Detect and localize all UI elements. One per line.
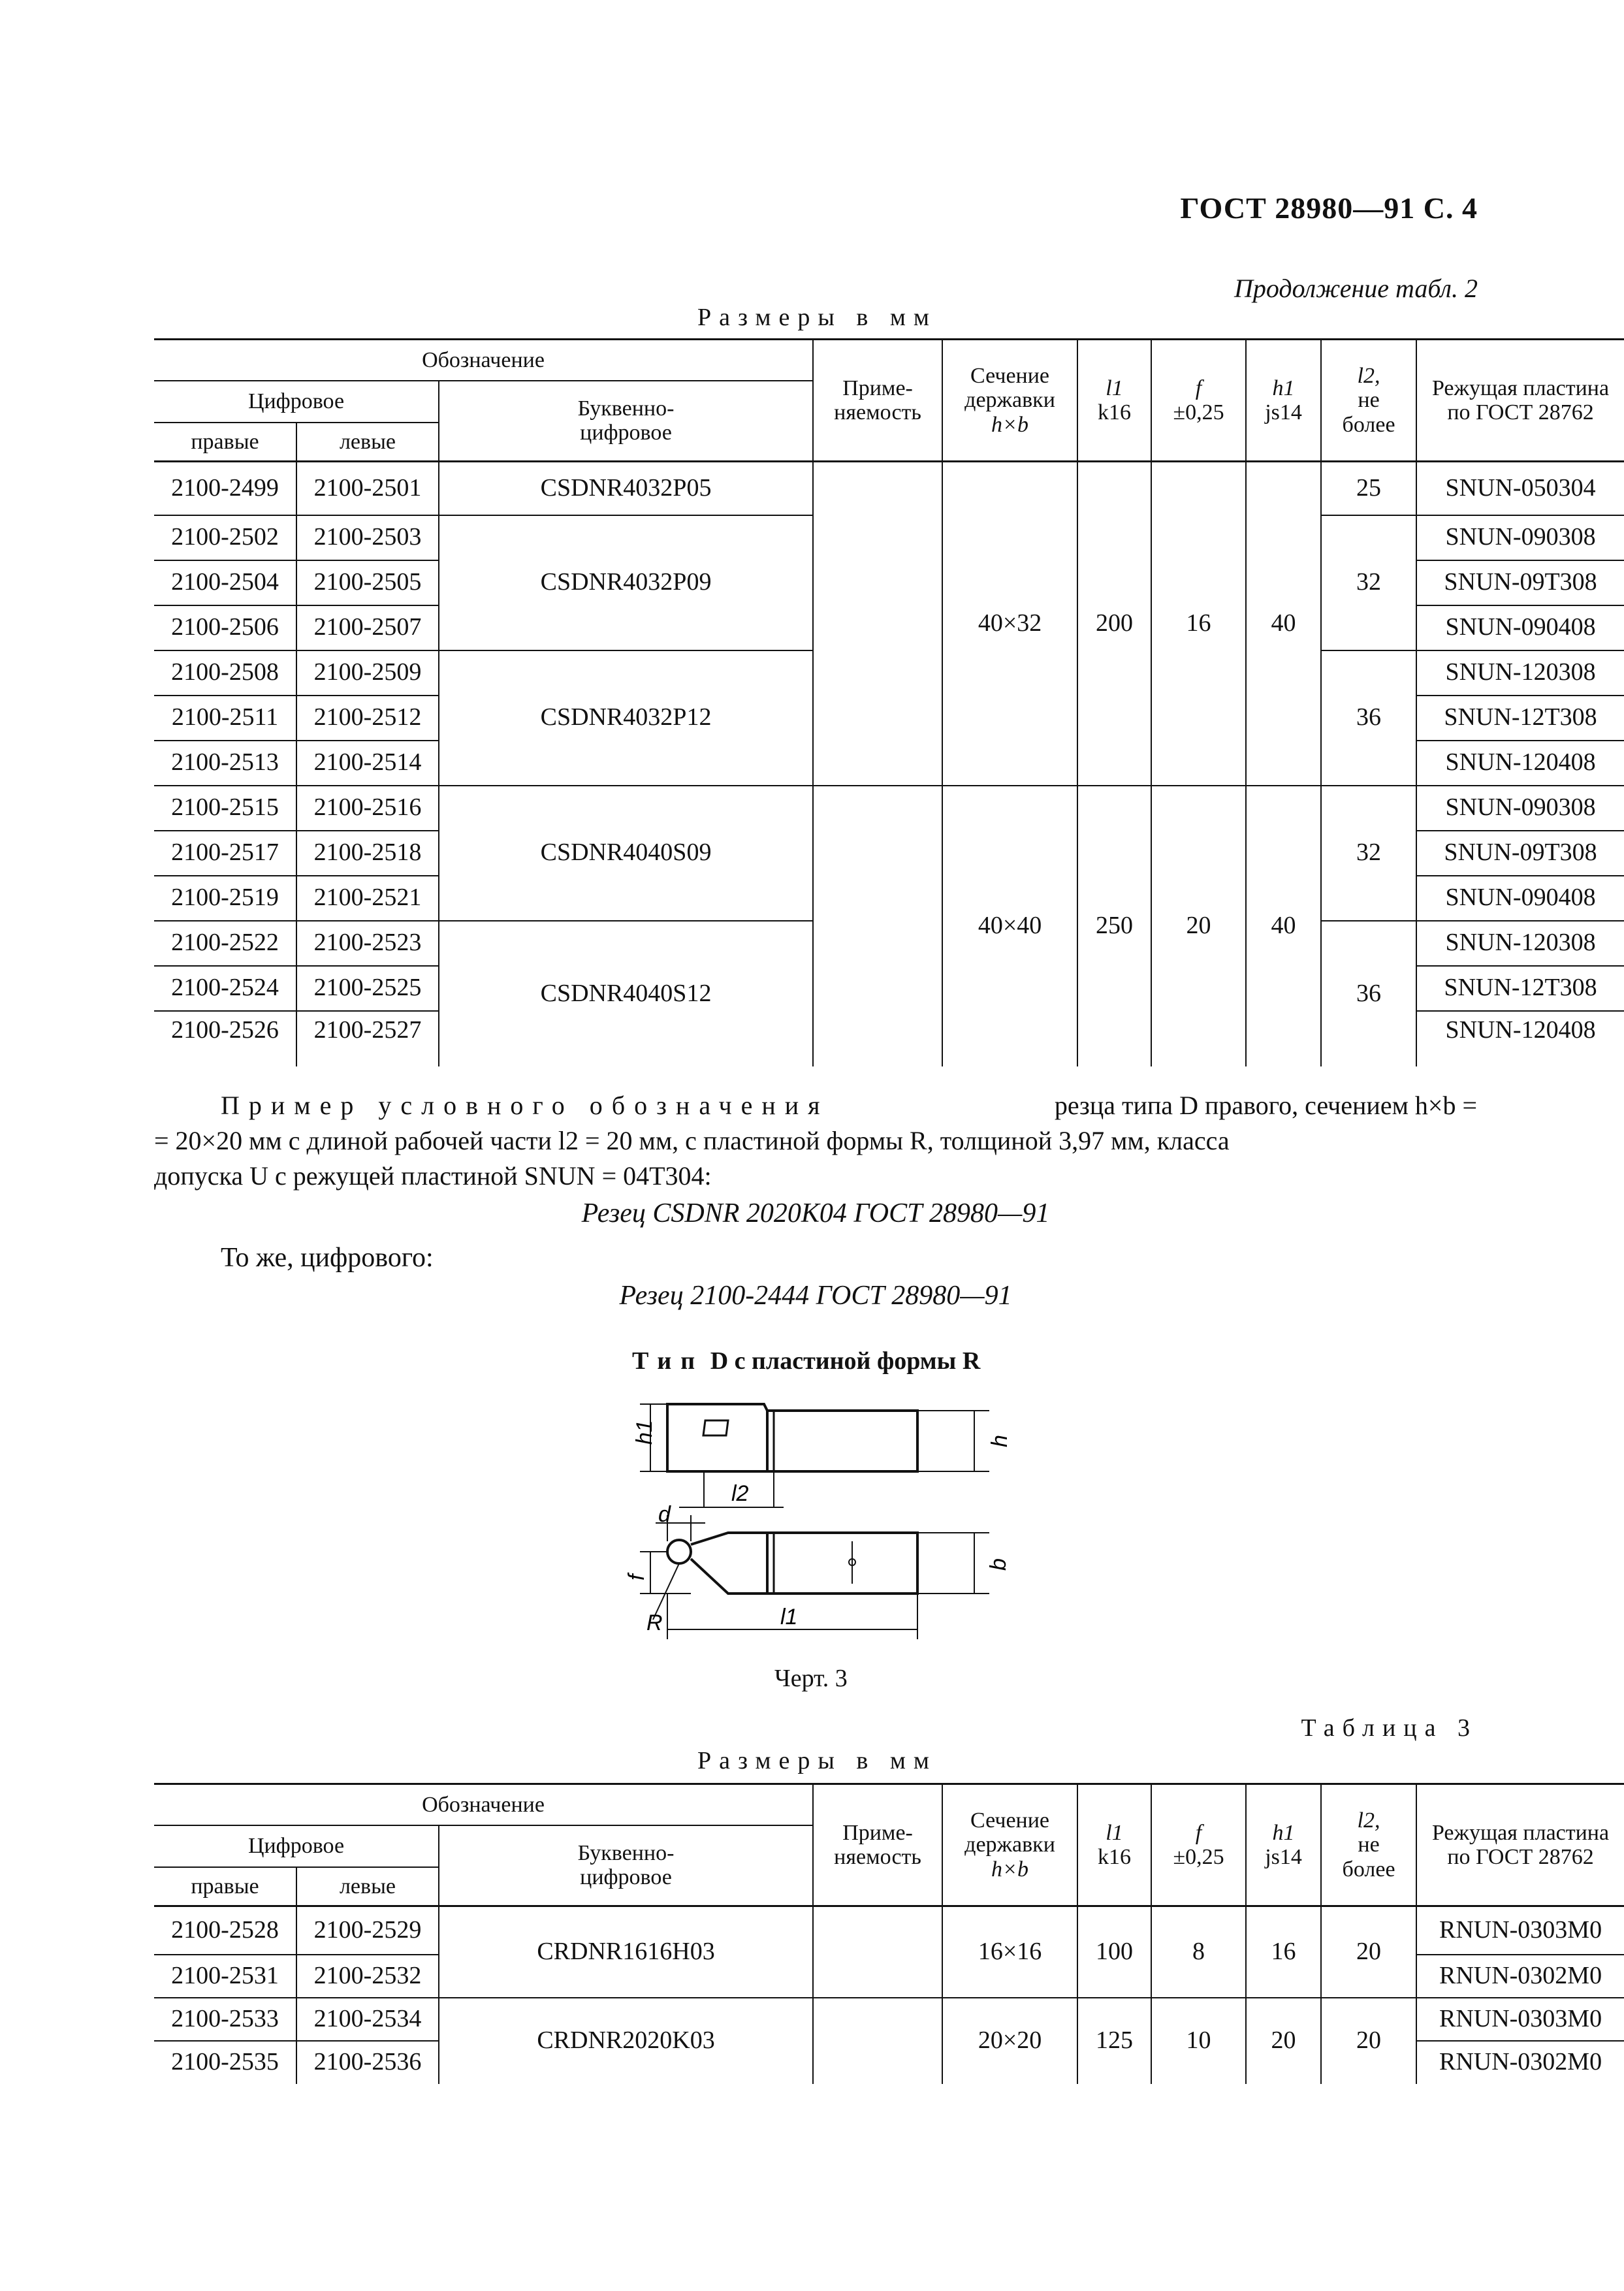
table-cell: 20 [1151,786,1246,1066]
table-cell: 2100-2525 [296,966,439,1011]
table-cell: 100 [1077,1906,1151,1998]
table-cell: SNUN-120308 [1416,921,1624,966]
sizes-note: Размеры в мм [697,304,937,331]
example-designation-1: Резец CSDNR 2020K04 ГОСТ 28980—91 [581,1198,1050,1228]
table-continuation-note: Продолжение табл. 2 [1234,274,1478,303]
table-cell: 2100-2515 [154,786,296,831]
sizes-note-3: Размеры в мм [697,1747,937,1774]
table-cell: 125 [1077,1998,1151,2084]
table-cell: SNUN-12T308 [1416,696,1624,741]
cutter-drawing [624,1385,1032,1672]
label-R: R [646,1610,663,1635]
table-cell: 2100-2512 [296,696,439,741]
table-cell: 2100-2531 [154,1955,296,1998]
table-cell: 2100-2526 [154,1011,296,1066]
table-cell: 2100-2524 [154,966,296,1011]
table-cell: 2100-2507 [296,605,439,650]
table-cell: 2100-2536 [296,2041,439,2084]
table-cell: 2100-2516 [296,786,439,831]
th-digital: Цифровое [154,381,439,423]
table-cell: 2100-2519 [154,876,296,921]
table-cell: 2100-2508 [154,650,296,696]
table-cell: 16 [1246,1906,1321,1998]
example-text-2: = 20×20 мм с длиной рабочей части l2 = 20 мм, с пластиной формы R, толщиной 3,97 мм, класса [154,1126,1230,1155]
table-cell: 2100-2532 [296,1955,439,1998]
th-h1: h1 js14 [1246,340,1321,462]
table-cell: SNUN-090308 [1416,786,1624,831]
table-cell: CSDNR4040S12 [439,921,813,1066]
table-cell: SNUN-09T308 [1416,831,1624,876]
th-right: правые [154,423,296,462]
table-cell: 2100-2514 [296,741,439,786]
table-cell: CSDNR4040S09 [439,786,813,921]
table-cell: 2100-2504 [154,560,296,605]
table-cell: 2100-2499 [154,462,296,515]
th-l1: l1 k16 [1077,340,1151,462]
label-d: d [658,1502,671,1527]
table-cell: RNUN-0302M0 [1416,1955,1624,1998]
th-section: Сечение державки h×b [942,340,1077,462]
table-cell: 20 [1321,1998,1416,2084]
top-view-body [767,1411,917,1471]
table-cell: 2100-2501 [296,462,439,515]
table-3 [154,1783,1624,2084]
table-cell: 2100-2527 [296,1011,439,1066]
table-3-label: Таблица 3 [1301,1714,1478,1742]
th-left: левые [296,1867,439,1906]
th-section: Сечение державки h×b [942,1784,1077,1906]
table-cell: SNUN-050304 [1416,462,1624,515]
table-2 [154,338,1624,1066]
table-cell: 2100-2521 [296,876,439,921]
table-cell: SNUN-12T308 [1416,966,1624,1011]
table-cell: 40 [1246,786,1321,1066]
table-cell: 2100-2518 [296,831,439,876]
table-cell: 20 [1321,1906,1416,1998]
table-cell: SNUN-120308 [1416,650,1624,696]
th-designation: Обозначение [154,1784,813,1825]
example-paragraph [154,1088,1477,1194]
table-cell: 40×40 [942,786,1077,1066]
table-cell: CSDNR4032P09 [439,515,813,650]
th-l1: l1 k16 [1077,1784,1151,1906]
table-cell: 16×16 [942,1906,1077,1998]
insert-circle [667,1540,691,1563]
digital-label: То же, цифрового: [221,1243,434,1273]
table-cell: CRDNR1616H03 [439,1906,813,1998]
table-cell: 200 [1077,462,1151,786]
table-cell: 2100-2503 [296,515,439,560]
table-cell [813,1998,942,2084]
table-cell: 2100-2511 [154,696,296,741]
table-cell: 16 [1151,462,1246,786]
table-cell [813,786,942,1066]
table-cell: RNUN-0303M0 [1416,1998,1624,2041]
table-cell: SNUN-090408 [1416,876,1624,921]
th-insert: Режущая пластина по ГОСТ 28762 [1416,340,1624,462]
table-cell: RNUN-0303M0 [1416,1906,1624,1955]
table-cell: 8 [1151,1906,1246,1998]
th-designation: Обозначение [154,340,813,381]
label-h: h [987,1435,1012,1447]
th-left: левые [296,423,439,462]
top-view-head [667,1404,767,1471]
table-cell: 2100-2505 [296,560,439,605]
label-b: b [986,1558,1011,1571]
table-cell: 2100-2502 [154,515,296,560]
table-cell: 32 [1321,786,1416,921]
th-insert: Режущая пластина по ГОСТ 28762 [1416,1784,1624,1906]
th-alphanumeric: Буквенно- цифровое [439,381,813,462]
table-cell: 250 [1077,786,1151,1066]
table-cell: 20×20 [942,1998,1077,2084]
table-cell: 40 [1246,462,1321,786]
table-cell: 2100-2517 [154,831,296,876]
table-cell: SNUN-120408 [1416,741,1624,786]
table-cell: SNUN-120408 [1445,1016,1596,1044]
table-cell: 36 [1321,921,1416,1066]
label-f: f [624,1574,649,1580]
table-cell: 2100-2509 [296,650,439,696]
table-cell: 20 [1246,1998,1321,2084]
table-cell: RNUN-0302M0 [1439,2048,1602,2076]
example-text-1: резца типа D правого, сечением h×b = [1054,1091,1477,1120]
table-cell: 40×32 [942,462,1077,786]
label-l1: l1 [780,1605,798,1629]
table-cell: CSDNR4032P05 [439,462,813,515]
drawing-title: Тип D с пластиной формы R [632,1347,981,1375]
th-l2: l2, не более [1321,340,1416,462]
table-cell: CSDNR4032P12 [439,650,813,786]
th-f: f ±0,25 [1151,1784,1246,1906]
label-h1: h1 [632,1420,657,1445]
table-cell: 2100-2534 [296,1998,439,2041]
drawing-caption: Черт. 3 [774,1665,848,1692]
th-applicability: Приме- няемость [813,340,942,462]
table-cell: 2100-2506 [154,605,296,650]
th-applicability: Приме- няемость [813,1784,942,1906]
table-cell: 2100-2523 [296,921,439,966]
th-h1: h1 js14 [1246,1784,1321,1906]
table-cell: 2100-2529 [296,1906,439,1955]
table-cell: CRDNR2020K03 [439,1998,813,2084]
th-f: f ±0,25 [1151,340,1246,462]
example-text-3: допуска U с режущей пластиной SNUN = 04T304: [154,1161,712,1191]
table-cell: 2100-2513 [154,741,296,786]
table-cell: 32 [1321,515,1416,650]
table-cell: 2100-2522 [154,921,296,966]
th-l2: l2, не более [1321,1784,1416,1906]
example-designation-2: Резец 2100-2444 ГОСТ 28980—91 [619,1281,1012,1311]
bottom-view-head [691,1533,767,1594]
table-cell: 2100-2533 [154,1998,296,2041]
th-right: правые [154,1867,296,1906]
table-cell [813,462,942,786]
table-cell: 2100-2535 [154,2041,296,2084]
table-cell: 10 [1151,1998,1246,2084]
table-cell: SNUN-09T308 [1416,560,1624,605]
table-cell: 36 [1321,650,1416,786]
table-cell: SNUN-090308 [1416,515,1624,560]
table-cell: 25 [1321,462,1416,515]
label-l2: l2 [731,1481,749,1506]
page-header: ГОСТ 28980—91 С. 4 [1180,191,1478,225]
table-cell [813,1906,942,1998]
table-cell: 2100-2528 [154,1906,296,1955]
bottom-view-body [767,1533,917,1594]
example-lead: Пример условного обозначения [221,1091,829,1120]
th-digital: Цифровое [154,1825,439,1867]
th-alphanumeric: Буквенно- цифровое [439,1825,813,1906]
table-cell: SNUN-090408 [1416,605,1624,650]
